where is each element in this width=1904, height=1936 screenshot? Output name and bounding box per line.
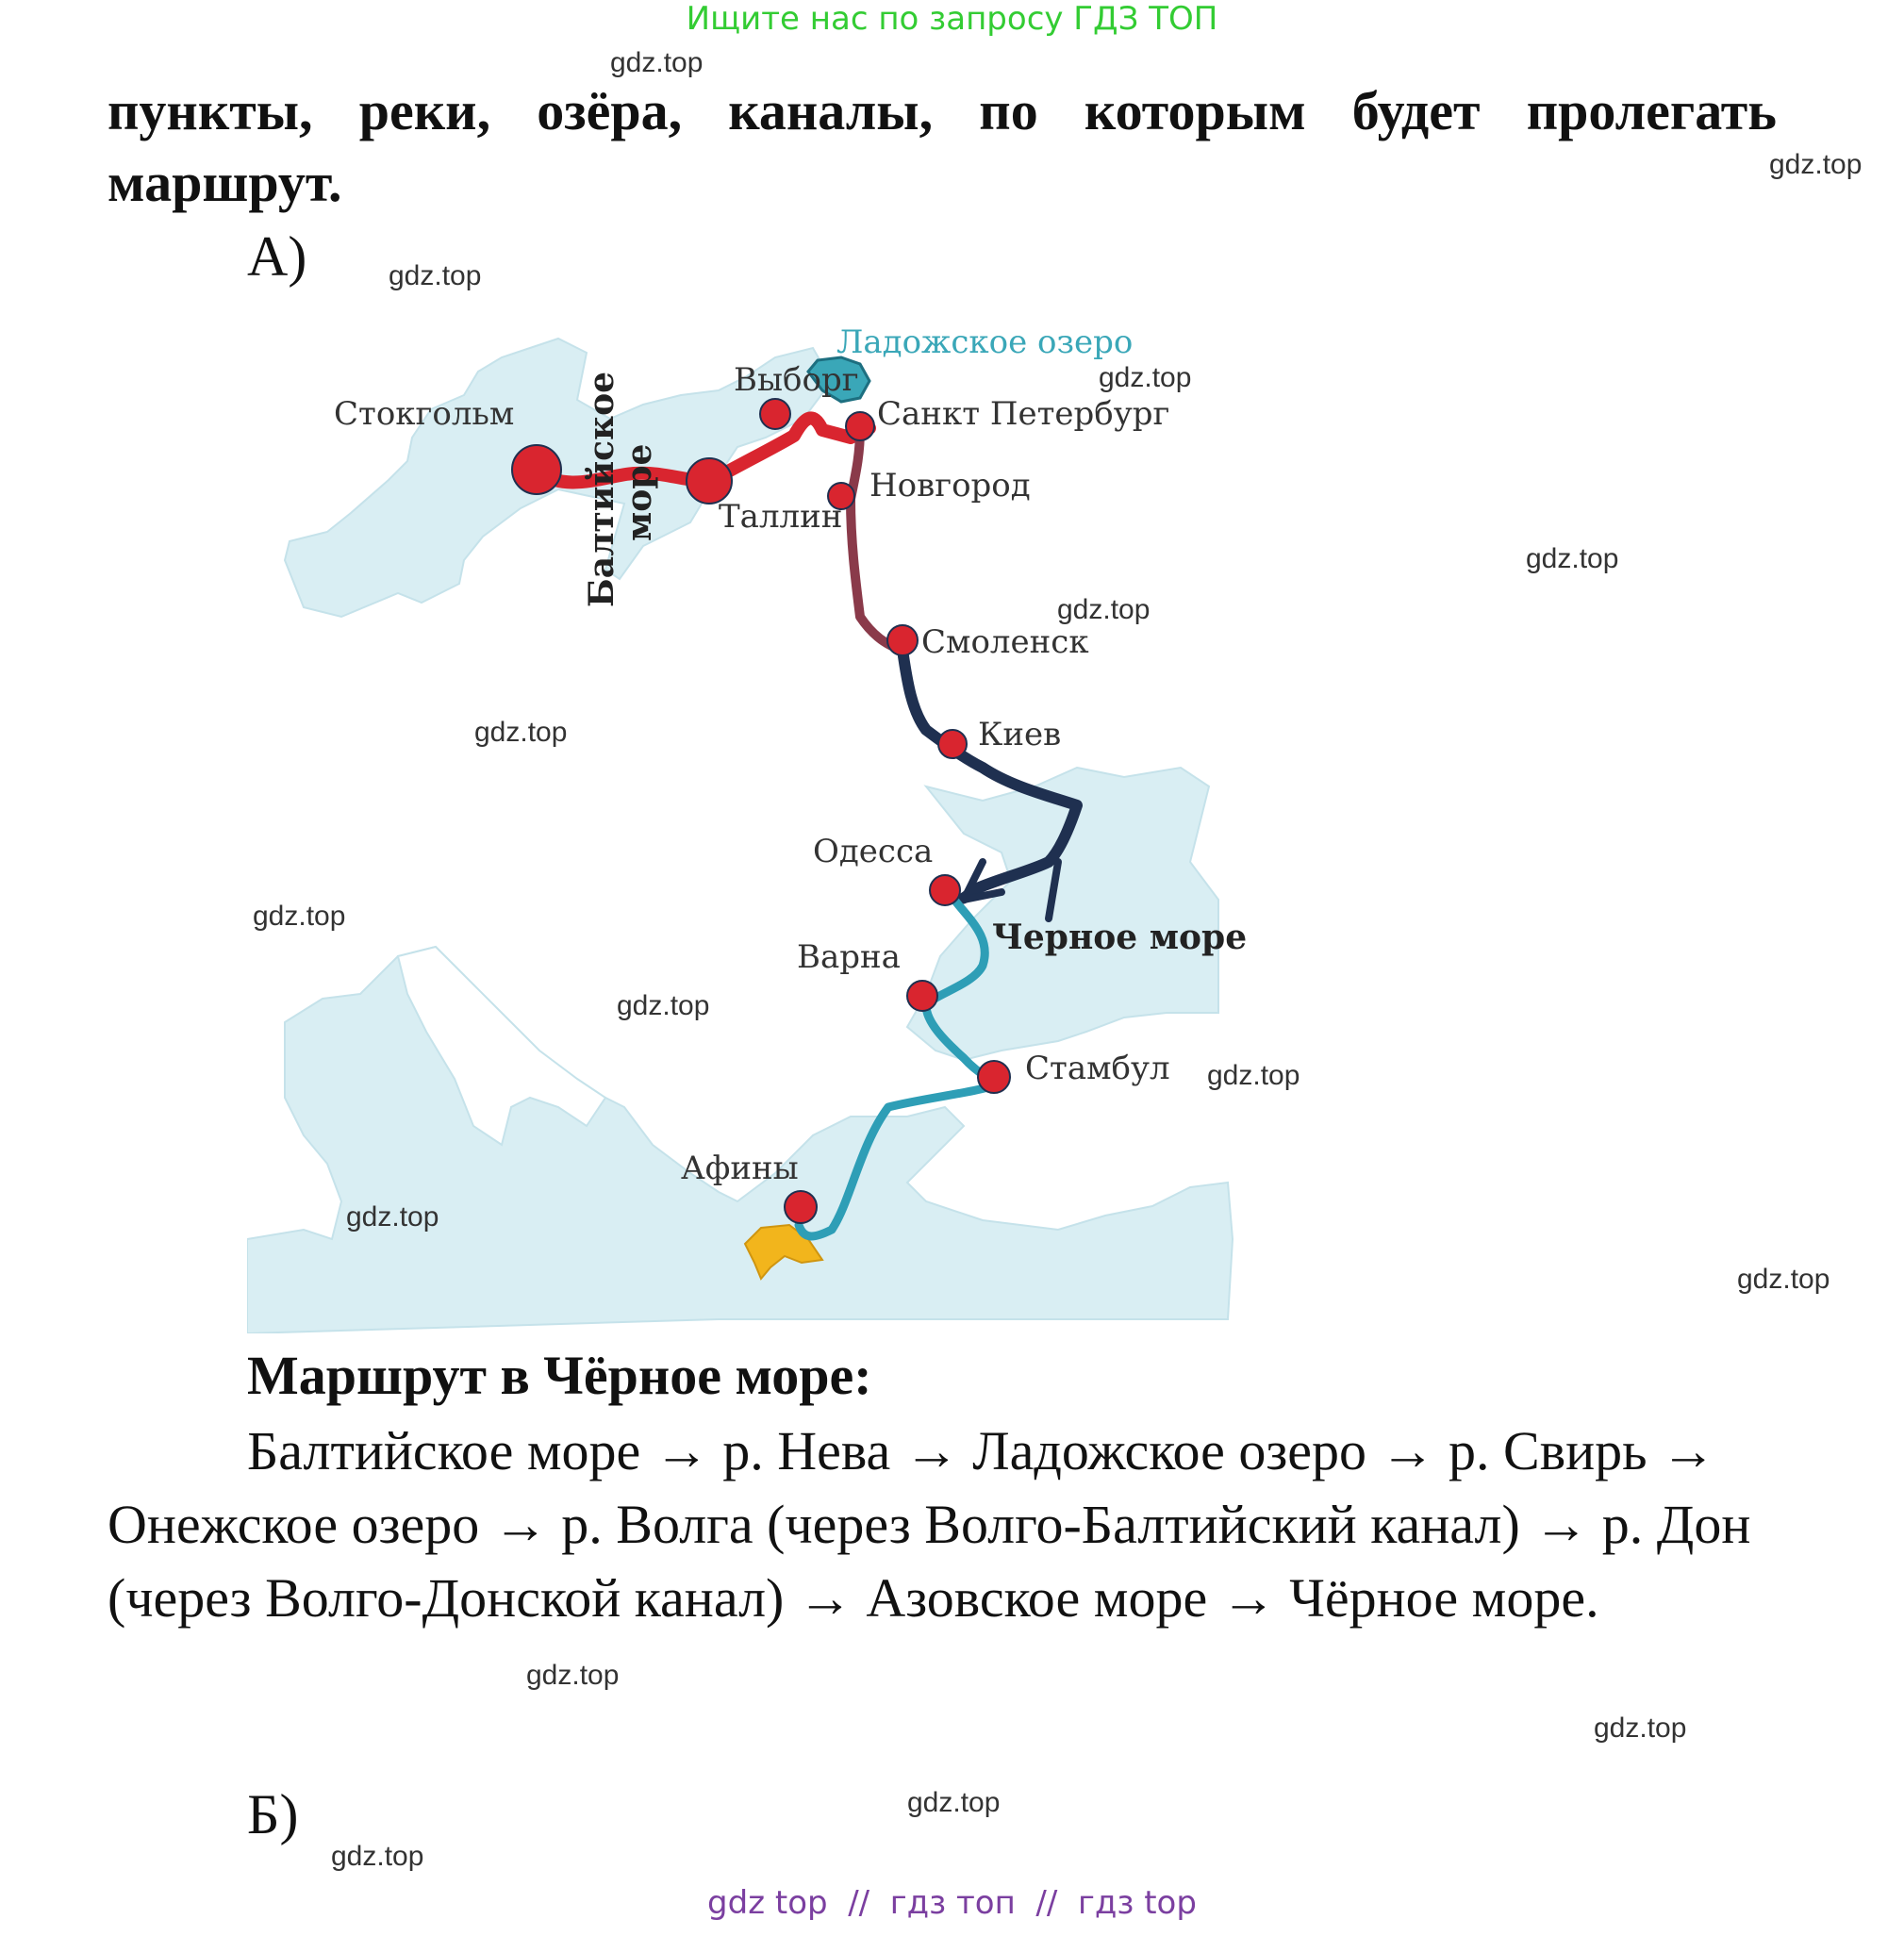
route-title: Маршрут в Чёрное море: — [247, 1345, 872, 1406]
intro-line-1 — [108, 75, 1777, 147]
watermark: gdz.top — [1526, 543, 1619, 574]
city-label-kiev: Киев — [978, 716, 1062, 753]
city-dot-athens — [785, 1191, 817, 1223]
watermark: gdz.top — [907, 1787, 1001, 1818]
intro-word: которым — [1084, 80, 1306, 141]
ladoga-lake-label: Ладожское озеро — [836, 323, 1134, 361]
watermark: gdz.top — [346, 1201, 439, 1233]
city-label-novgorod: Новгород — [869, 467, 1031, 505]
intro-word: будет — [1351, 80, 1481, 141]
watermark: gdz.top — [610, 47, 704, 78]
city-label-vyborg: Выборг — [734, 361, 859, 399]
watermark: gdz.top — [474, 717, 568, 748]
route-map — [247, 296, 1258, 1333]
section-b-label: Б) — [247, 1783, 299, 1845]
watermark: gdz.top — [253, 901, 346, 932]
watermark: gdz.top — [1099, 362, 1192, 393]
city-dot-smolensk — [887, 625, 918, 655]
city-dot-odessa — [930, 875, 960, 905]
intro-word: озёра, — [537, 80, 683, 141]
city-label-odessa: Одесса — [813, 833, 934, 870]
city-dot-vyborg — [760, 399, 790, 429]
intro-word: пункты, — [108, 80, 313, 141]
city-dot-tallinn — [687, 458, 732, 504]
footer-links[interactable]: gdz top // гдз топ // гдз top — [707, 1884, 1197, 1922]
city-dot-spb — [846, 412, 874, 440]
watermark: gdz.top — [1769, 149, 1863, 180]
watermark: gdz.top — [526, 1660, 620, 1691]
city-label-athens: Афины — [681, 1150, 799, 1187]
intro-word: реки, — [358, 80, 491, 141]
city-label-smolensk: Смоленск — [921, 623, 1089, 661]
city-label-istanbul: Стамбул — [1025, 1050, 1170, 1087]
city-label-tallinn: Таллин — [719, 498, 843, 536]
city-dot-istanbul — [978, 1061, 1010, 1093]
route-description: Балтийское море → р. Нева → Ладожское озеро → р. Свирь → Онежское озеро → р. Волга (через Волго-Балтийский канал) → р. Дон (через Волго-Донской канал) → Азовское море → Чёрное море. — [108, 1420, 1751, 1629]
watermark: gdz.top — [1057, 594, 1151, 625]
watermark: gdz.top — [389, 260, 482, 291]
watermark: gdz.top — [331, 1841, 424, 1872]
section-a-label: А) — [247, 225, 307, 288]
intro-word: по — [979, 80, 1038, 141]
intro-word: пролегать — [1526, 80, 1777, 141]
baltic-sea-label-line2: море — [620, 443, 659, 541]
search-banner[interactable]: Ищите нас по запросу ГДЗ ТОП — [686, 0, 1218, 38]
watermark: gdz.top — [1737, 1264, 1830, 1295]
watermark: gdz.top — [617, 990, 710, 1021]
city-label-spb: Санкт Петербург — [877, 395, 1170, 433]
city-dot-varna — [907, 981, 937, 1011]
city-dot-kiev — [938, 730, 967, 758]
watermark: gdz.top — [1594, 1713, 1687, 1744]
baltic-sea-label-line1: Балтийское — [582, 371, 621, 607]
city-label-varna: Варна — [797, 938, 901, 976]
watermark: gdz.top — [1207, 1060, 1300, 1091]
intro-paragraph — [108, 75, 1777, 219]
city-dot-stockholm — [512, 445, 561, 494]
city-label-stockholm: Стокгольм — [334, 395, 515, 433]
intro-word: каналы, — [728, 80, 934, 141]
intro-line-2: маршрут. — [108, 152, 342, 213]
black-sea-label: Черное море — [992, 918, 1248, 957]
